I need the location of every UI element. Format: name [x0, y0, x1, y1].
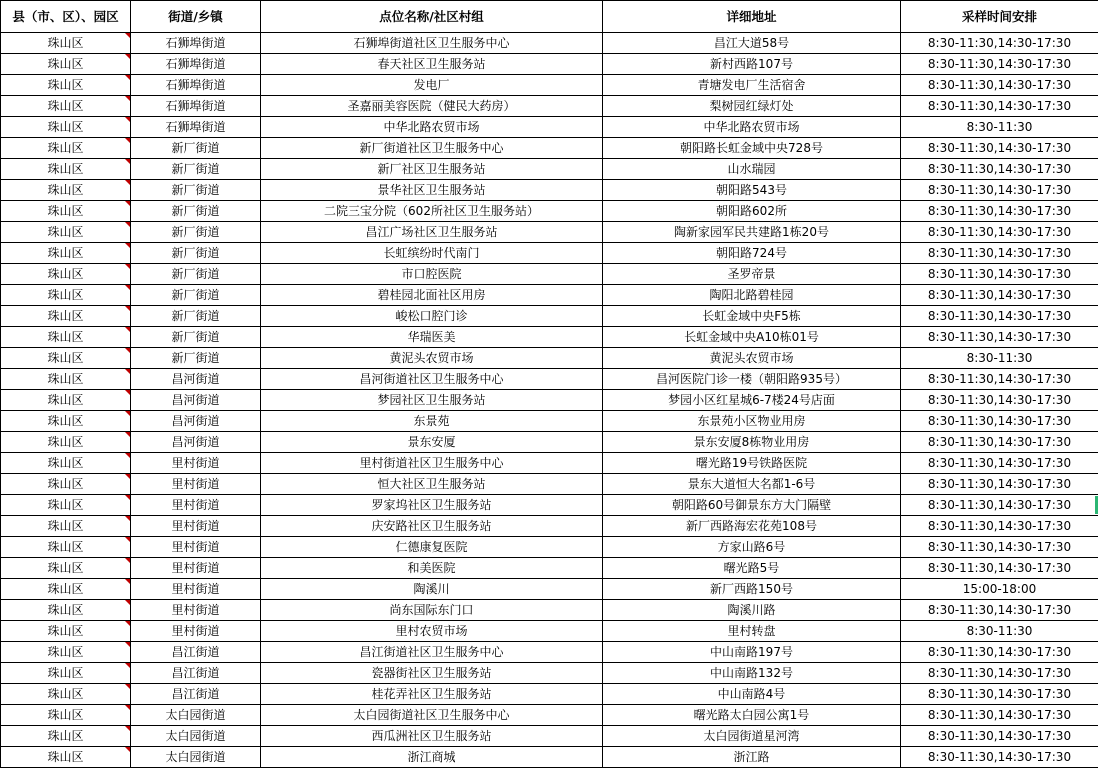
cell-schedule[interactable]: 8:30-11:30,14:30-17:30	[901, 180, 1098, 201]
table-row	[1, 327, 1098, 348]
cell-schedule[interactable]: 8:30-11:30,14:30-17:30	[901, 54, 1098, 75]
cell-address[interactable]: 新村西路107号	[603, 54, 901, 75]
cell-address[interactable]: 东景苑小区物业用房	[603, 411, 901, 432]
cell-street[interactable]: 石狮埠街道	[131, 33, 261, 54]
header-row	[1, 1, 1098, 33]
cell-address[interactable]: 太白园街道星河湾	[603, 726, 901, 747]
table-row	[1, 642, 1098, 663]
table-row	[1, 180, 1098, 201]
cell-county[interactable]: 珠山区	[1, 54, 131, 75]
cell-schedule[interactable]: 8:30-11:30,14:30-17:30	[901, 390, 1098, 411]
cell-county[interactable]: 珠山区	[1, 180, 131, 201]
table-body	[1, 33, 1098, 768]
table-row	[1, 537, 1098, 558]
table-row	[1, 159, 1098, 180]
table-row	[1, 96, 1098, 117]
cell-county[interactable]: 珠山区	[1, 117, 131, 138]
cell-address[interactable]: 朝阳路长虹金域中央728号	[603, 138, 901, 159]
cell-schedule[interactable]: 8:30-11:30,14:30-17:30	[901, 663, 1098, 684]
table-row	[1, 33, 1098, 54]
cell-schedule[interactable]: 8:30-11:30,14:30-17:30	[901, 705, 1098, 726]
cell-county[interactable]: 珠山区	[1, 705, 131, 726]
cell-site-name[interactable]: 和美医院	[261, 558, 603, 579]
cell-county[interactable]: 珠山区	[1, 411, 131, 432]
cell-schedule[interactable]: 8:30-11:30,14:30-17:30	[901, 33, 1098, 54]
cell-site-name[interactable]: 瓷器街社区卫生服务站	[261, 663, 603, 684]
cell-street[interactable]: 新厂街道	[131, 285, 261, 306]
cell-site-name[interactable]: 新厂街道社区卫生服务中心	[261, 138, 603, 159]
cell-schedule[interactable]: 8:30-11:30,14:30-17:30	[901, 369, 1098, 390]
cell-address[interactable]: 长虹金域中央A10栋01号	[603, 327, 901, 348]
cell-street[interactable]: 石狮埠街道	[131, 75, 261, 96]
cell-address[interactable]: 浙江路	[603, 747, 901, 768]
cell-site-name[interactable]: 陶溪川	[261, 579, 603, 600]
cell-street[interactable]: 昌江街道	[131, 684, 261, 705]
table-row	[1, 747, 1098, 768]
cell-address[interactable]: 梦园小区红星城6-7楼24号店面	[603, 390, 901, 411]
table-row	[1, 117, 1098, 138]
cell-street[interactable]: 新厂街道	[131, 306, 261, 327]
cell-schedule[interactable]: 8:30-11:30,14:30-17:30	[901, 264, 1098, 285]
cell-county[interactable]: 珠山区	[1, 222, 131, 243]
cell-address[interactable]: 中山南路197号	[603, 642, 901, 663]
cell-street[interactable]: 新厂街道	[131, 327, 261, 348]
cell-schedule[interactable]: 8:30-11:30,14:30-17:30	[901, 138, 1098, 159]
cell-county[interactable]: 珠山区	[1, 621, 131, 642]
table-row	[1, 75, 1098, 96]
cell-site-name[interactable]: 景东安厦	[261, 432, 603, 453]
cell-address[interactable]: 中山南路132号	[603, 663, 901, 684]
table-row	[1, 432, 1098, 453]
cell-county[interactable]: 珠山区	[1, 138, 131, 159]
cell-street[interactable]: 太白园街道	[131, 705, 261, 726]
cell-site-name[interactable]: 太白园街道社区卫生服务中心	[261, 705, 603, 726]
table-row	[1, 705, 1098, 726]
cell-site-name[interactable]: 春天社区卫生服务站	[261, 54, 603, 75]
cell-county[interactable]: 珠山区	[1, 306, 131, 327]
cell-street[interactable]: 新厂街道	[131, 243, 261, 264]
cell-address[interactable]: 朝阳路724号	[603, 243, 901, 264]
cell-schedule[interactable]: 8:30-11:30,14:30-17:30	[901, 243, 1098, 264]
cell-street[interactable]: 里村街道	[131, 516, 261, 537]
cell-county[interactable]: 珠山区	[1, 663, 131, 684]
cell-county[interactable]: 珠山区	[1, 474, 131, 495]
cell-street[interactable]: 昌河街道	[131, 390, 261, 411]
cell-site-name[interactable]: 梦园社区卫生服务站	[261, 390, 603, 411]
cell-address[interactable]: 黄泥头农贸市场	[603, 348, 901, 369]
table-row	[1, 495, 1098, 516]
cell-site-name[interactable]: 庆安路社区卫生服务站	[261, 516, 603, 537]
cell-county[interactable]: 珠山区	[1, 642, 131, 663]
cell-street[interactable]: 昌江街道	[131, 663, 261, 684]
cell-county[interactable]: 珠山区	[1, 537, 131, 558]
cell-address[interactable]: 朝阳路602所	[603, 201, 901, 222]
cell-site-name[interactable]: 华瑞医美	[261, 327, 603, 348]
cell-county[interactable]: 珠山区	[1, 96, 131, 117]
cell-address[interactable]: 曙光路5号	[603, 558, 901, 579]
cell-address[interactable]: 新厂西路150号	[603, 579, 901, 600]
cell-address[interactable]: 景东大道恒大名都1-6号	[603, 474, 901, 495]
cell-address[interactable]: 新厂西路海宏花苑108号	[603, 516, 901, 537]
cell-schedule[interactable]: 8:30-11:30,14:30-17:30	[901, 201, 1098, 222]
cell-site-name[interactable]: 昌江广场社区卫生服务站	[261, 222, 603, 243]
cell-street[interactable]: 太白园街道	[131, 747, 261, 768]
table-row	[1, 390, 1098, 411]
cell-schedule[interactable]: 15:00-18:00	[901, 579, 1098, 600]
cell-county[interactable]: 珠山区	[1, 348, 131, 369]
cell-site-name[interactable]: 里村农贸市场	[261, 621, 603, 642]
cell-county[interactable]: 珠山区	[1, 243, 131, 264]
table-row	[1, 621, 1098, 642]
cell-county[interactable]: 珠山区	[1, 453, 131, 474]
cell-address[interactable]: 陶溪川路	[603, 600, 901, 621]
cell-county[interactable]: 珠山区	[1, 747, 131, 768]
cell-site-name[interactable]: 碧桂园北面社区用房	[261, 285, 603, 306]
cell-address[interactable]: 长虹金域中央F5栋	[603, 306, 901, 327]
cell-county[interactable]: 珠山区	[1, 327, 131, 348]
table-row	[1, 369, 1098, 390]
cell-schedule[interactable]: 8:30-11:30,14:30-17:30	[901, 327, 1098, 348]
cell-address[interactable]: 景东安厦8栋物业用房	[603, 432, 901, 453]
cell-schedule[interactable]: 8:30-11:30,14:30-17:30	[901, 516, 1098, 537]
cell-county[interactable]: 珠山区	[1, 726, 131, 747]
table-row	[1, 138, 1098, 159]
cell-site-name[interactable]: 黄泥头农贸市场	[261, 348, 603, 369]
cell-schedule[interactable]: 8:30-11:30,14:30-17:30	[901, 432, 1098, 453]
table-row	[1, 348, 1098, 369]
cell-street[interactable]: 新厂街道	[131, 222, 261, 243]
cell-schedule[interactable]: 8:30-11:30,14:30-17:30	[901, 159, 1098, 180]
cell-street[interactable]: 太白园街道	[131, 726, 261, 747]
cell-schedule[interactable]: 8:30-11:30,14:30-17:30	[901, 411, 1098, 432]
cell-street[interactable]: 里村街道	[131, 537, 261, 558]
cell-address[interactable]: 陶阳北路碧桂园	[603, 285, 901, 306]
cell-county[interactable]: 珠山区	[1, 75, 131, 96]
cell-address[interactable]: 山水瑞园	[603, 159, 901, 180]
header-schedule[interactable]: 采样时间安排	[901, 1, 1098, 33]
cell-street[interactable]: 石狮埠街道	[131, 54, 261, 75]
cell-site-name[interactable]: 西瓜洲社区卫生服务站	[261, 726, 603, 747]
cell-street[interactable]: 昌江街道	[131, 642, 261, 663]
cell-county[interactable]: 珠山区	[1, 684, 131, 705]
cell-county[interactable]: 珠山区	[1, 33, 131, 54]
cell-street[interactable]: 里村街道	[131, 558, 261, 579]
cell-street[interactable]: 新厂街道	[131, 159, 261, 180]
cell-street[interactable]: 石狮埠街道	[131, 117, 261, 138]
cell-address[interactable]: 陶新家园军民共建路1栋20号	[603, 222, 901, 243]
cell-site-name[interactable]: 仁德康复医院	[261, 537, 603, 558]
cell-schedule[interactable]: 8:30-11:30,14:30-17:30	[901, 684, 1098, 705]
cell-address[interactable]: 中华北路农贸市场	[603, 117, 901, 138]
cell-street[interactable]: 新厂街道	[131, 264, 261, 285]
cell-schedule[interactable]: 8:30-11:30,14:30-17:30	[901, 453, 1098, 474]
table-row	[1, 579, 1098, 600]
table-row	[1, 243, 1098, 264]
cell-schedule[interactable]: 8:30-11:30	[901, 348, 1098, 369]
cell-address[interactable]: 方家山路6号	[603, 537, 901, 558]
cell-county[interactable]: 珠山区	[1, 264, 131, 285]
cell-schedule[interactable]: 8:30-11:30,14:30-17:30	[901, 75, 1098, 96]
cell-address[interactable]: 昌河医院门诊一楼（朝阳路935号）	[603, 369, 901, 390]
cell-schedule[interactable]: 8:30-11:30	[901, 621, 1098, 642]
cell-schedule[interactable]: 8:30-11:30,14:30-17:30	[901, 222, 1098, 243]
cell-schedule[interactable]: 8:30-11:30,14:30-17:30	[901, 600, 1098, 621]
cell-street[interactable]: 昌河街道	[131, 411, 261, 432]
cell-site-name[interactable]: 昌河街道社区卫生服务中心	[261, 369, 603, 390]
cell-street[interactable]: 石狮埠街道	[131, 96, 261, 117]
cell-address[interactable]: 朝阳路60号御景东方大门隔壁	[603, 495, 901, 516]
cell-county[interactable]: 珠山区	[1, 579, 131, 600]
cell-schedule[interactable]: 8:30-11:30,14:30-17:30	[901, 495, 1098, 516]
table-row	[1, 684, 1098, 705]
table-row	[1, 726, 1098, 747]
cell-site-name[interactable]: 东景苑	[261, 411, 603, 432]
cell-site-name[interactable]: 市口腔医院	[261, 264, 603, 285]
cell-county[interactable]: 珠山区	[1, 159, 131, 180]
header-site-name[interactable]: 点位名称/社区村组	[261, 1, 603, 33]
cell-schedule[interactable]: 8:30-11:30,14:30-17:30	[901, 306, 1098, 327]
cell-street[interactable]: 里村街道	[131, 474, 261, 495]
cell-schedule[interactable]: 8:30-11:30,14:30-17:30	[901, 537, 1098, 558]
cell-schedule[interactable]: 8:30-11:30	[901, 117, 1098, 138]
table-row	[1, 222, 1098, 243]
table-row	[1, 474, 1098, 495]
table-row	[1, 600, 1098, 621]
cell-address[interactable]: 朝阳路543号	[603, 180, 901, 201]
cell-county[interactable]: 珠山区	[1, 600, 131, 621]
header-county[interactable]: 县（市、区）、园区	[1, 1, 131, 33]
cell-site-name[interactable]: 圣嘉丽美容医院（健民大药房）	[261, 96, 603, 117]
cell-site-name[interactable]: 新厂社区卫生服务站	[261, 159, 603, 180]
cell-address[interactable]: 青塘发电厂生活宿舍	[603, 75, 901, 96]
table-row	[1, 453, 1098, 474]
table-row	[1, 264, 1098, 285]
cell-street[interactable]: 新厂街道	[131, 180, 261, 201]
table-row	[1, 285, 1098, 306]
cell-county[interactable]: 珠山区	[1, 495, 131, 516]
cell-street[interactable]: 里村街道	[131, 600, 261, 621]
cell-county[interactable]: 珠山区	[1, 285, 131, 306]
cell-street[interactable]: 昌河街道	[131, 432, 261, 453]
cell-site-name[interactable]: 石狮埠街道社区卫生服务中心	[261, 33, 603, 54]
cell-site-name[interactable]: 里村街道社区卫生服务中心	[261, 453, 603, 474]
cell-county[interactable]: 珠山区	[1, 369, 131, 390]
header-address[interactable]: 详细地址	[603, 1, 901, 33]
cell-address[interactable]: 梨树园红绿灯处	[603, 96, 901, 117]
cell-address[interactable]: 昌江大道58号	[603, 33, 901, 54]
cell-schedule[interactable]: 8:30-11:30,14:30-17:30	[901, 474, 1098, 495]
cell-site-name[interactable]: 恒大社区卫生服务站	[261, 474, 603, 495]
cell-street[interactable]: 里村街道	[131, 495, 261, 516]
cell-schedule[interactable]: 8:30-11:30,14:30-17:30	[901, 726, 1098, 747]
cell-street[interactable]: 新厂街道	[131, 138, 261, 159]
cell-county[interactable]: 珠山区	[1, 201, 131, 222]
cell-site-name[interactable]: 桂花弄社区卫生服务站	[261, 684, 603, 705]
table-row	[1, 558, 1098, 579]
cell-site-name[interactable]: 峻松口腔门诊	[261, 306, 603, 327]
cell-schedule[interactable]: 8:30-11:30,14:30-17:30	[901, 96, 1098, 117]
cell-address[interactable]: 圣罗帝景	[603, 264, 901, 285]
cell-schedule[interactable]: 8:30-11:30,14:30-17:30	[901, 642, 1098, 663]
cell-street[interactable]: 里村街道	[131, 621, 261, 642]
table-row	[1, 516, 1098, 537]
cell-street[interactable]: 新厂街道	[131, 201, 261, 222]
cell-site-name[interactable]: 昌江街道社区卫生服务中心	[261, 642, 603, 663]
header-street[interactable]: 街道/乡镇	[131, 1, 261, 33]
cell-street[interactable]: 新厂街道	[131, 348, 261, 369]
cell-address[interactable]: 里村转盘	[603, 621, 901, 642]
cell-site-name[interactable]: 中华北路农贸市场	[261, 117, 603, 138]
cell-street[interactable]: 里村街道	[131, 453, 261, 474]
table-row	[1, 201, 1098, 222]
cell-address[interactable]: 曙光路太白园公寓1号	[603, 705, 901, 726]
cell-county[interactable]: 珠山区	[1, 432, 131, 453]
cell-county[interactable]: 珠山区	[1, 558, 131, 579]
cell-site-name[interactable]: 二院三宝分院（602所社区卫生服务站）	[261, 201, 603, 222]
cell-address[interactable]: 中山南路4号	[603, 684, 901, 705]
cell-street[interactable]: 昌河街道	[131, 369, 261, 390]
cell-county[interactable]: 珠山区	[1, 390, 131, 411]
cell-county[interactable]: 珠山区	[1, 516, 131, 537]
cell-site-name[interactable]: 罗家坞社区卫生服务站	[261, 495, 603, 516]
cell-site-name[interactable]: 景华社区卫生服务站	[261, 180, 603, 201]
cell-site-name[interactable]: 浙江商城	[261, 747, 603, 768]
cell-site-name[interactable]: 尚东国际东门口	[261, 600, 603, 621]
cell-site-name[interactable]: 发电厂	[261, 75, 603, 96]
cell-schedule[interactable]: 8:30-11:30,14:30-17:30	[901, 747, 1098, 768]
table-row	[1, 411, 1098, 432]
table-row	[1, 663, 1098, 684]
cell-address[interactable]: 曙光路19号铁路医院	[603, 453, 901, 474]
cell-schedule[interactable]: 8:30-11:30,14:30-17:30	[901, 285, 1098, 306]
cell-street[interactable]: 里村街道	[131, 579, 261, 600]
cell-schedule[interactable]: 8:30-11:30,14:30-17:30	[901, 558, 1098, 579]
table-row	[1, 306, 1098, 327]
cell-site-name[interactable]: 长虹缤纷时代南门	[261, 243, 603, 264]
table-row	[1, 54, 1098, 75]
